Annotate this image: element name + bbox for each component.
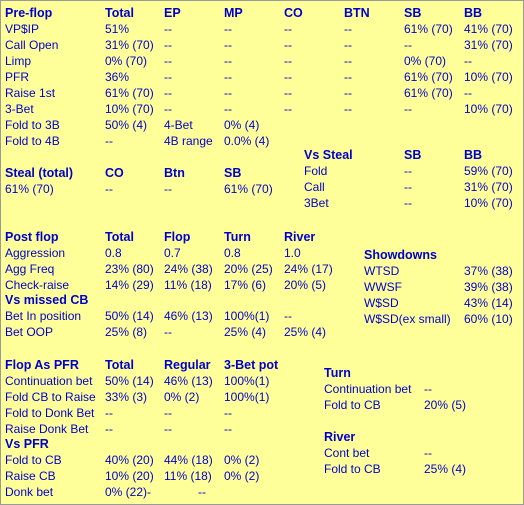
flop-pfr-cell: 100%(1) (224, 374, 270, 388)
steal-header-btn: Btn (164, 166, 185, 180)
preflop-header-ep: EP (164, 6, 181, 20)
missed-cb-row-label: Bet OOP (5, 325, 54, 339)
preflop-cell: -- (164, 38, 172, 52)
fold-to-4b-value: -- (105, 134, 113, 148)
vs-steal-row-label: Call (304, 180, 325, 194)
postflop-row-label: Aggression (5, 246, 66, 260)
preflop-cell: 61% (70) (404, 70, 453, 84)
missed-cb-cell: 100%(1) (224, 309, 270, 323)
turn-title: Turn (324, 366, 351, 380)
preflop-cell: -- (344, 70, 352, 84)
showdowns-cell: 39% (38) (464, 280, 513, 294)
steal-header-sb: SB (224, 166, 242, 180)
preflop-cell: 61% (70) (404, 86, 453, 100)
preflop-cell: -- (284, 54, 292, 68)
vs-pfr-cell: 0% (2) (224, 453, 260, 467)
postflop-cell: 0.7 (164, 246, 181, 260)
showdowns-row-label: WWSF (364, 280, 402, 294)
missed-cb-cell: -- (164, 325, 172, 339)
river-row-label: Cont bet (324, 446, 370, 460)
flop-pfr-cell: 100%(1) (224, 390, 270, 404)
flop-pfr-row-label: Fold CB to Raise (5, 390, 96, 404)
flop-pfr-cell: -- (105, 422, 113, 436)
vs-steal-cell: 31% (70) (464, 180, 513, 194)
preflop-cell: 61% (70) (105, 86, 154, 100)
postflop-title: Post flop (5, 230, 59, 244)
preflop-cell: 0% (70) (404, 54, 447, 68)
preflop-cell: -- (164, 102, 172, 116)
showdowns-row-label: W$SD (364, 296, 399, 310)
vs-pfr-cell: -- (198, 485, 206, 499)
preflop-row-label: PFR (5, 70, 29, 84)
fold-to-3b-label: Fold to 3B (5, 118, 60, 132)
postflop-header-turn: Turn (224, 230, 251, 244)
preflop-cell: -- (224, 102, 232, 116)
flop-pfr-cell: -- (164, 406, 172, 420)
vs-pfr-cell: 40% (20) (105, 453, 154, 467)
vs-steal-cell: 59% (70) (464, 164, 513, 178)
river-cell: -- (424, 446, 432, 460)
preflop-header-btn: BTN (344, 6, 370, 20)
flop-pfr-cell: 0% (2) (164, 390, 200, 404)
missed-cb-cell: 25% (4) (224, 325, 267, 339)
preflop-row-label: Call Open (5, 38, 59, 52)
preflop-cell: 10% (70) (464, 70, 513, 84)
preflop-cell: 31% (70) (464, 38, 513, 52)
vs-steal-cell: 10% (70) (464, 196, 513, 210)
steal-co-value: -- (105, 182, 113, 196)
showdowns-row-label: WTSD (364, 264, 400, 278)
vs-steal-cell: -- (404, 196, 412, 210)
steal-header-co: CO (105, 166, 124, 180)
steal-total-title: Steal (total) (5, 166, 74, 180)
preflop-cell: -- (464, 54, 472, 68)
preflop-cell: -- (284, 70, 292, 84)
missed-cb-cell: 46% (13) (164, 309, 213, 323)
turn-cell: 20% (5) (424, 398, 467, 412)
vs-steal-cell: -- (404, 180, 412, 194)
fold-to-4b-label: Fold to 4B (5, 134, 60, 148)
vs-pfr-row-label: Donk bet (5, 485, 54, 499)
preflop-cell: -- (284, 38, 292, 52)
missed-cb-cell: 25% (4) (284, 325, 327, 339)
preflop-cell: -- (344, 86, 352, 100)
vs-pfr-row-label: Raise CB (5, 469, 56, 483)
vs-missed-cb-title: Vs missed CB (5, 293, 89, 307)
preflop-cell: -- (344, 22, 352, 36)
preflop-cell: -- (164, 54, 172, 68)
missed-cb-cell: 25% (8) (105, 325, 148, 339)
preflop-cell: -- (344, 54, 352, 68)
vs-steal-row-label: Fold (304, 164, 328, 178)
missed-cb-cell: 50% (14) (105, 309, 154, 323)
flop-pfr-header-3bet-pot: 3-Bet pot (224, 358, 279, 372)
preflop-cell: -- (164, 22, 172, 36)
postflop-cell: 17% (6) (224, 278, 267, 292)
preflop-cell: 61% (70) (404, 22, 453, 36)
preflop-cell: -- (224, 54, 232, 68)
missed-cb-row-label: Bet In position (5, 309, 82, 323)
showdowns-cell: 60% (10) (464, 312, 513, 326)
vs-pfr-cell: 0% (22)- (105, 485, 152, 499)
flop-pfr-title: Flop As PFR (5, 358, 79, 372)
preflop-title: Pre-flop (5, 6, 53, 20)
vs-pfr-cell: 11% (18) (164, 469, 212, 483)
vs-steal-row-label: 3Bet (304, 196, 329, 210)
preflop-cell: -- (224, 38, 232, 52)
showdowns-row-label: W$SD(ex small) (364, 312, 451, 326)
vs-pfr-row-label: Fold to CB (5, 453, 62, 467)
flop-pfr-header-total: Total (105, 358, 134, 372)
postflop-cell: 0.8 (105, 246, 122, 260)
flop-pfr-cell: 33% (3) (105, 390, 148, 404)
preflop-cell: 10% (70) (464, 102, 513, 116)
preflop-cell: -- (344, 38, 352, 52)
preflop-row-label: Raise 1st (5, 86, 56, 100)
preflop-header-sb: SB (404, 6, 422, 20)
preflop-cell: 41% (70) (464, 22, 513, 36)
turn-row-label: Continuation bet (324, 382, 412, 396)
flop-pfr-row-label: Fold to Donk Bet (5, 406, 95, 420)
preflop-header-mp: MP (224, 6, 243, 20)
postflop-cell: 11% (18) (164, 278, 212, 292)
preflop-row-label: 3-Bet (5, 102, 34, 116)
4bet-label: 4-Bet (164, 118, 193, 132)
turn-cell: -- (424, 382, 432, 396)
vs-steal-title: Vs Steal (304, 148, 353, 162)
preflop-row-label: Limp (5, 54, 32, 68)
preflop-cell: -- (224, 86, 232, 100)
showdowns-cell: 43% (14) (464, 296, 513, 310)
showdowns-title: Showdowns (364, 248, 437, 262)
4b-range-label: 4B range (164, 134, 213, 148)
postflop-cell: 20% (5) (284, 278, 327, 292)
flop-pfr-row-label: Raise Donk Bet (5, 422, 89, 436)
postflop-cell: 23% (80) (105, 262, 154, 276)
preflop-cell: -- (284, 86, 292, 100)
postflop-cell: 24% (17) (284, 262, 333, 276)
flop-pfr-cell: -- (164, 422, 172, 436)
river-title: River (324, 430, 356, 444)
river-cell: 25% (4) (424, 462, 467, 476)
4b-range-value: 0.0% (4) (224, 134, 270, 148)
postflop-header-total: Total (105, 230, 134, 244)
flop-pfr-cell: 46% (13) (164, 374, 213, 388)
postflop-row-label: Check-raise (5, 278, 70, 292)
preflop-cell: -- (464, 86, 472, 100)
preflop-cell: -- (404, 38, 412, 52)
preflop-cell: 31% (70) (105, 38, 154, 52)
preflop-cell: -- (224, 22, 232, 36)
vs-steal-header-bb: BB (464, 148, 483, 162)
flop-pfr-cell: -- (105, 406, 113, 420)
postflop-header-river: River (284, 230, 316, 244)
preflop-cell: -- (404, 102, 412, 116)
preflop-header-bb: BB (464, 6, 483, 20)
flop-pfr-row-label: Continuation bet (5, 374, 93, 388)
river-row-label: Fold to CB (324, 462, 381, 476)
preflop-cell: -- (224, 70, 232, 84)
fold-to-3b-value: 50% (4) (105, 118, 148, 132)
postflop-cell: 20% (25) (224, 262, 273, 276)
vs-steal-header-sb: SB (404, 148, 422, 162)
vs-pfr-cell: 44% (18) (164, 453, 213, 467)
preflop-row-label: VP$IP (5, 22, 40, 36)
flop-pfr-cell: 50% (14) (105, 374, 154, 388)
vs-pfr-title: Vs PFR (5, 437, 49, 451)
steal-sb-value: 61% (70) (224, 182, 273, 196)
postflop-cell: 24% (38) (164, 262, 213, 276)
preflop-cell: -- (344, 102, 352, 116)
preflop-cell: 10% (70) (105, 102, 154, 116)
flop-pfr-cell: -- (224, 406, 232, 420)
preflop-cell: 51% (105, 22, 130, 36)
preflop-cell: -- (284, 102, 292, 116)
postflop-cell: 1.0 (284, 246, 301, 260)
flop-pfr-header-regular: Regular (164, 358, 211, 372)
preflop-header-co: CO (284, 6, 303, 20)
steal-btn-value: -- (164, 182, 172, 196)
postflop-header-flop: Flop (164, 230, 191, 244)
steal-total-value: 61% (70) (5, 182, 54, 196)
preflop-cell: -- (164, 70, 172, 84)
4bet-value: 0% (4) (224, 118, 260, 132)
flop-pfr-cell: -- (224, 422, 232, 436)
turn-row-label: Fold to CB (324, 398, 381, 412)
vs-pfr-cell: 10% (20) (105, 469, 154, 483)
showdowns-cell: 37% (38) (464, 264, 513, 278)
vs-steal-cell: -- (404, 164, 412, 178)
vs-pfr-cell: 0% (2) (224, 469, 260, 483)
postflop-cell: 14% (29) (105, 278, 154, 292)
missed-cb-cell: -- (284, 309, 292, 323)
postflop-cell: 0.8 (224, 246, 241, 260)
postflop-row-label: Agg Freq (5, 262, 55, 276)
preflop-cell: -- (164, 86, 172, 100)
preflop-cell: 0% (70) (105, 54, 148, 68)
preflop-cell: 36% (105, 70, 130, 84)
preflop-cell: -- (284, 22, 292, 36)
preflop-header-total: Total (105, 6, 134, 20)
